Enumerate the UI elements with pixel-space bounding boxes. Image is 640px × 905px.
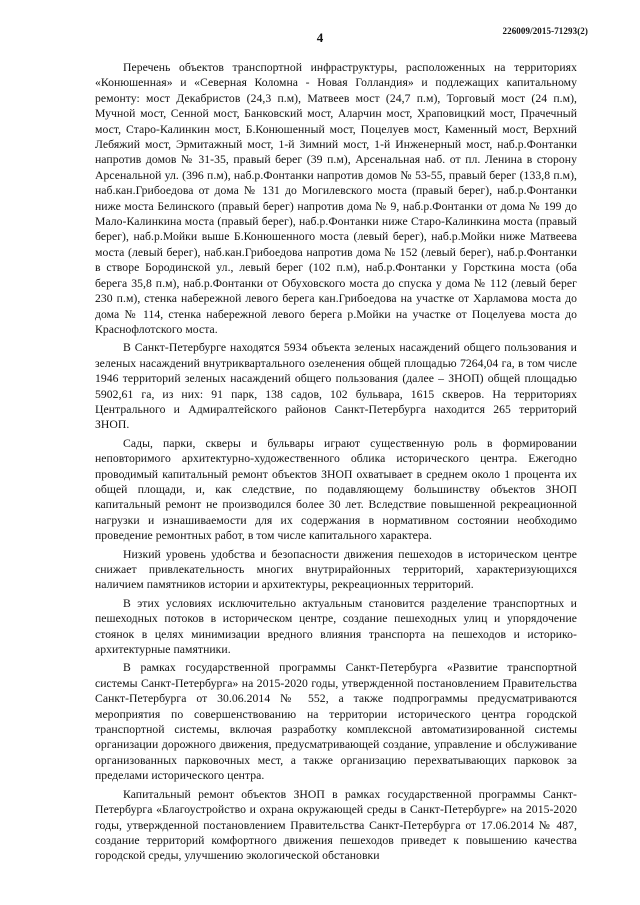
document-id: 226009/2015-71293(2) [502, 26, 588, 36]
paragraph-transport-infrastructure-list: Перечень объектов транспортной инфраструктуры, расположенных на территориях «Конюшенная» и «Северная Коломна - Новая Голландия» и подлежащих капитальному ремонту: мост Декабристов (24,3 п.м), Матвеев мост (24,7 п.м), Торговый мост (24 п.м), Мучной мост, Сенной мост, Банковский мост, Аларчин мост, Храповицкий мост, Прачечный мост, Старо-Калинкин мост, Б.Конюшенный мост, Поцелуев мост, Каменный мост, Верхний Лебяжий мост, Эрмитажный мост, 1-й Зимний мост, 1-й Инженерный мост, наб.р.Фонтанки напротив домов № 31-35, правый берег (39 п.м), Арсенальная наб. от пл. Ленина в сторону Арсенальной ул. (396 п.м), наб.р.Фонтанки напротив домов № 53-55, правый берег (133,8 п.м), наб.кан.Грибоедова от дома № 131 до Могилевского моста (правый берег), наб.р.Фонтанки ниже моста Белинского (правый берег) напротив дома № 9, наб.р.Фонтанки от дома № 199 до Мало-Калинкина моста (правый берег), наб.р.Фонтанки ниже Старо-Калинкина моста (правый берег), наб.р.Мойки выше Б.Конюшенного моста (левый берег), наб.р.Мойки ниже Матвеева моста (левый берег), наб.кан.Грибоедова напротив дома № 152 (левый берег), наб.р.Фонтанки в створе Бородинской ул., левый берег (102 п.м), наб.р.Фонтанки у Горсткина моста (оба берега 35,8 п.м), наб.р.Фонтанки от Обуховского моста до спуска у дома № 112 (левый берег 230 п.м), стенка набережной левого берега кан.Грибоедова на участке от Харламова моста до дома № 114, стенка набережной левого берега р.Мойки на участке от Поцелуева моста до Краснофлотского моста. [95, 61, 577, 336]
paragraph-transport-program: В рамках государственной программы Санкт-Петербурга «Развитие транспортной системы Санкт-Петербурга» на 2015-2020 годы, утвержденной постановлением Правительства Санкт-Петербурга от 30.06.2014 № 552, а также подпрограммы предусматриваются мероприятия по совершенствованию на территории исторического центра городской транспортной системы, включая разработку комплексной автоматизированной системы организации дорожного движения, предусматривающей создание, управление и обслуживание организованных парковочных мест, а также организацию перехватывающих парковок за пределами исторического центра. [95, 661, 577, 783]
page-number: 4 [316, 30, 324, 45]
document-body [95, 60, 577, 867]
paragraph-green-spaces-count: В Санкт-Петербурге находятся 5934 объекта зеленых насаждений общего пользования и зеленых насаждений внутриквартального озеленения общей площадью 7264,04 га, в том числе 1946 территорий зеленых насаждений общего пользования (далее – ЗНОП) общей площадью 5902,61 га, из них: 91 парк, 138 садов, 102 бульвара, 1615 скверов. На территориях Центрального и Адмиралтейского районов Санкт-Петербурга находится 265 территорий ЗНОП. [95, 341, 577, 432]
paragraph-landscaping-program: Капитальный ремонт объектов ЗНОП в рамках государственной программы Санкт-Петербурга «Благоустройство и охрана окружающей среды в Санкт-Петербурге» на 2015-2020 годы, утвержденной постановлением Правительства Санкт-Петербурга от 17.06.2014 № 487, создание территорий комфортного движения пешеходов приведет к повышению качества городской среды, улучшению экологической обстановки [95, 787, 577, 863]
paragraph-pedestrian-safety: Низкий уровень удобства и безопасности движения пешеходов в историческом центре снижает привлекательность многих внутрирайонных территорий, характеризующихся наличием памятников истории и архитектуры, рекреационных территорий. [95, 547, 577, 592]
paragraph-parks-role: Сады, парки, скверы и бульвары играют существенную роль в формировании неповторимого архитектурно-художественного облика исторического центра. Ежегодно проводимый капитальный ремонт объектов ЗНОП охватывает в среднем около 1 процента их общей площади, и, как следствие, по подавляющему большинству объектов ЗНОП капитальный ремонт не производился более 30 лет. Вследствие повышенной рекреационной нагрузки и изнашиваемости для их содержания в нормативном состоянии необходимо проведение ремонтных работ, в том числе капитального характера. [95, 436, 577, 543]
paragraph-traffic-separation: В этих условиях исключительно актуальным становится разделение транспортных и пешеходных потоков в историческом центре, создание пешеходных улиц и упорядочение стоянок в целях минимизации вредного влияния транспорта на пешеходов и историко-архитектурные памятники. [95, 596, 577, 657]
